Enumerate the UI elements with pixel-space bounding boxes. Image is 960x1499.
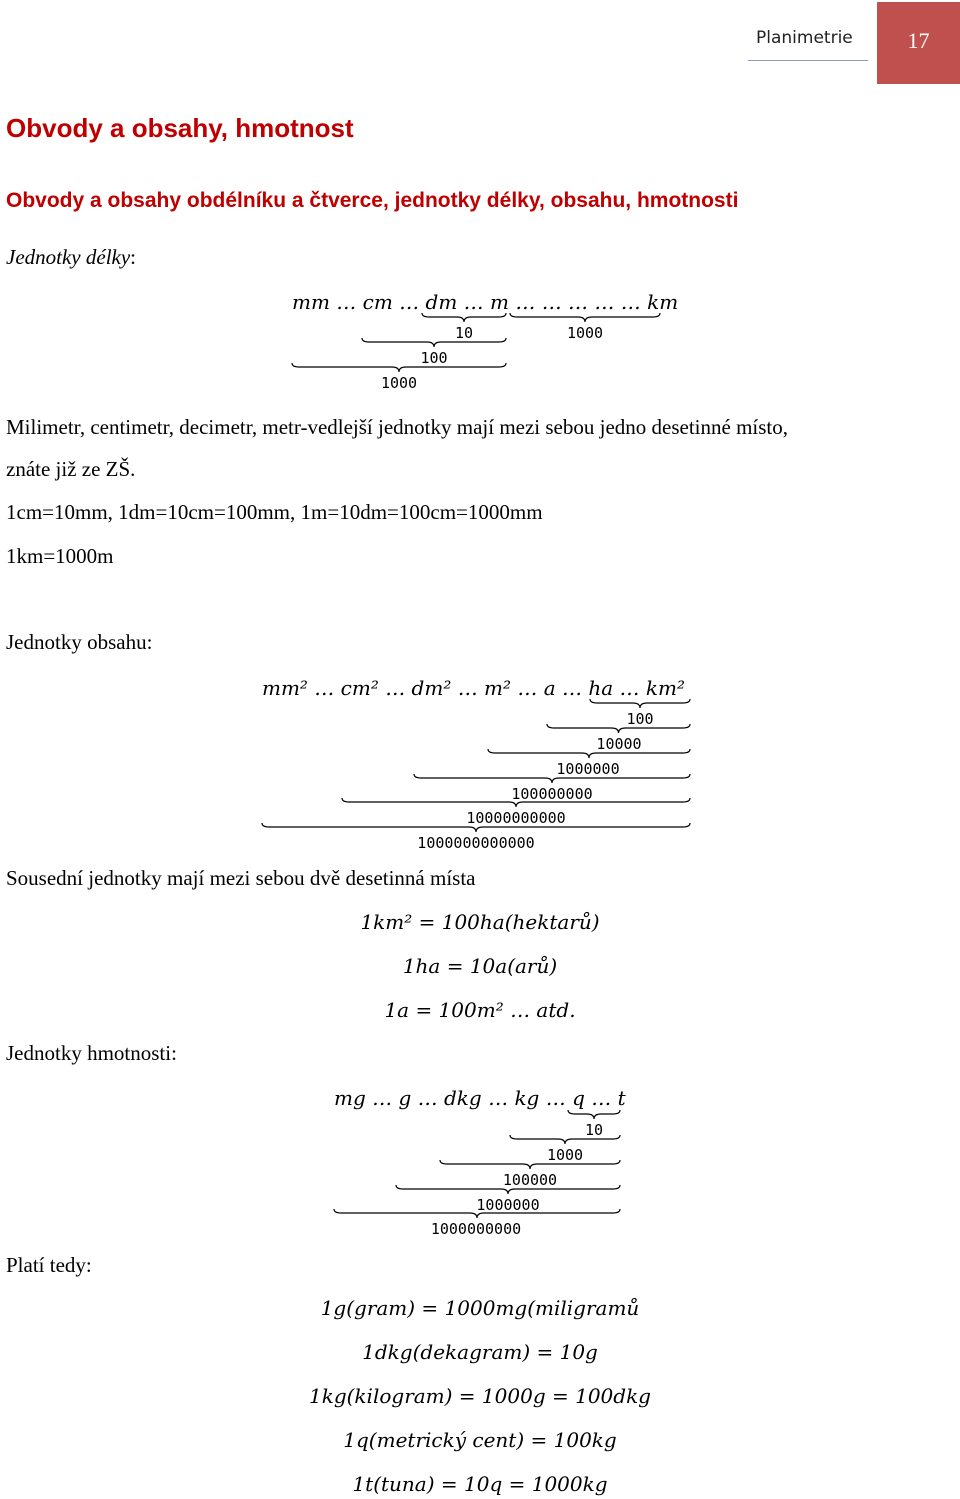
mass-brace-q-t [568,1110,620,1119]
area-heading: Jednotky obsahu: [6,630,153,654]
area-brace-dm2-km2 [414,774,690,783]
mass-brace-dkg-t [440,1160,620,1169]
length-heading-colon: : [130,245,137,269]
length-heading-text: Jednotky délky [6,245,131,269]
area-brace-ha-km2 [590,699,690,708]
length-paragraph-line2: znáte již ze ZŠ. [6,457,136,481]
header-underline [748,60,868,61]
length-equations-line2: 1km=1000m [6,544,114,568]
length-heading [6,245,136,270]
mass-heading: Jednotky hmotnosti: [6,1041,177,1065]
mass-equation-4: 1q(metrický cent) = 100kg [343,1428,617,1452]
length-paragraph-line1: Milimetr, centimetr, decimetr, metr-vedlejší jednotky mají mezi sebou jedno desetinné místo, [6,415,789,439]
length-brace-label-m-km: 1000 [566,324,604,342]
length-equations-line1: 1cm=10mm, 1dm=10cm=100mm, 1m=10dm=100cm=1000mm [6,500,543,524]
section-subtitle: Obvody a obsahy obdélníku a čtverce, jednotky délky, obsahu, hmotnosti [6,189,739,212]
area-note: Sousední jednotky mají mezi sebou dvě desetinná místa [6,866,476,890]
mass-brace-kg-t [510,1135,620,1144]
mass-units-chain: mg … g … dkg … kg … q … t [334,1086,626,1110]
mass-brace-label-mg-t: 1000000000 [430,1220,522,1238]
mass-brace-label-g-t: 1000000 [476,1196,540,1214]
area-brace-label-mm2-km2: 1000000000000 [417,834,535,852]
mass-brace-label-kg-t: 1000 [546,1146,584,1164]
length-brace-cm-m [362,338,506,347]
mass-brace-label-q-t: 10 [584,1121,604,1139]
running-header-title: Planimetrie [756,28,853,48]
mass-equation-2: 1dkg(dekagram) = 10g [362,1340,598,1364]
length-brace-mm-m [292,363,506,372]
area-brace-a-km2 [547,724,690,733]
area-units-chain: mm² … cm² … dm² … m² … a … ha … km² [262,676,686,700]
length-brace-label-cm-m: 100 [420,349,448,367]
mass-equation-5: 1t(tuna) = 10q = 1000kg [352,1472,608,1496]
length-brace-label-mm-m: 1000 [380,374,418,392]
length-brace-dm-m [422,313,506,322]
area-brace-label-cm2-km2: 10000000000 [466,809,566,827]
page-number: 17 [907,28,930,53]
area-brace-label-m2-km2: 1000000 [556,760,620,778]
mass-equation-1: 1g(gram) = 1000mg(miligramů [320,1296,640,1320]
area-equation-2: 1ha = 10a(arů) [402,954,558,978]
mass-plati-label: Platí tedy: [6,1253,92,1277]
area-equation-3: 1a = 100m² … atd. [384,998,576,1022]
mass-equation-3: 1kg(kilogram) = 1000g = 100dkg [308,1384,651,1408]
area-brace-label-dm2-km2: 100000000 [511,785,593,803]
area-equation-1: 1km² = 100ha(hektarů) [360,910,600,934]
area-brace-label-ha-km2: 100 [626,710,654,728]
chapter-title: Obvody a obsahy, hmotnost [6,113,354,143]
area-brace-label-a-km2: 10000 [596,735,642,753]
area-brace-m2-km2 [488,749,690,758]
length-brace-label-dm-m: 10 [454,324,474,342]
length-units-chain: mm … cm … dm … m … … … … … km [292,290,679,314]
mass-brace-label-dkg-t: 100000 [502,1171,558,1189]
length-brace-m-km [510,313,660,322]
